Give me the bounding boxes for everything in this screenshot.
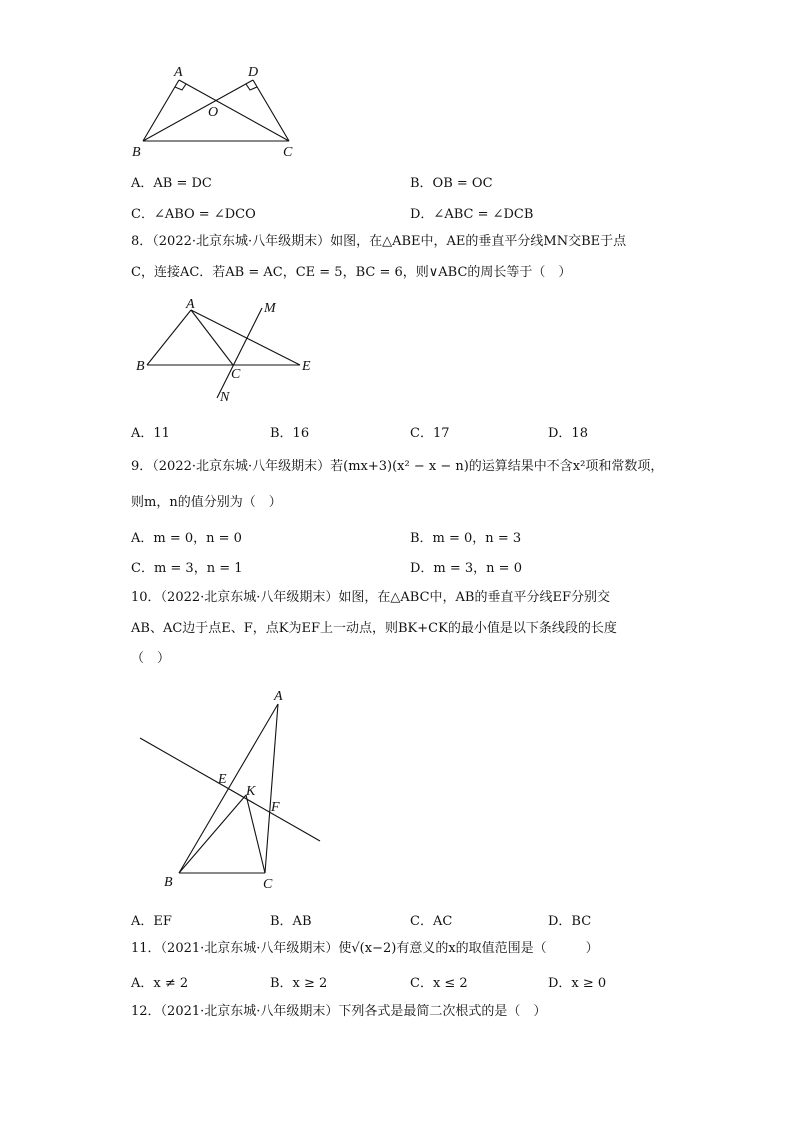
q10-stem-line2: AB、AC边于点E、F，点K为EF上一动点，则BK+CK的最小值是以下条线段的长度 <box>131 621 617 636</box>
label-c: C <box>283 145 293 160</box>
label-d: D <box>248 65 259 80</box>
option-9b[interactable]: B．m = 0，n = 3 <box>410 531 522 546</box>
segment-bd <box>143 80 253 141</box>
figure-q7 <box>120 58 320 168</box>
label-c: C <box>263 877 273 892</box>
label-b: B <box>132 145 141 160</box>
segment-ab <box>147 310 191 365</box>
option-10b[interactable]: B．AB <box>270 914 312 929</box>
label-m: M <box>264 301 276 316</box>
segment-ae <box>191 310 300 365</box>
option-7a[interactable]: A．AB = DC <box>131 176 212 191</box>
option-11a[interactable]: A．x ≠ 2 <box>131 976 189 991</box>
segment-ab <box>143 80 179 141</box>
q10-stem-line1: 10．（2022·北京东城·八年级期末）如图，在△ABC中，AB的垂直平分线EF分别交 <box>131 590 610 605</box>
option-9a[interactable]: A．m = 0，n = 0 <box>131 531 242 546</box>
option-8d[interactable]: D．18 <box>548 426 588 441</box>
segment-ac <box>191 310 233 365</box>
figure-q10 <box>130 680 330 895</box>
label-f: F <box>271 800 280 815</box>
option-7c[interactable]: C．∠ABO = ∠DCO <box>131 207 256 222</box>
q12-stem-line1: 12．（2021·北京东城·八年级期末）下列各式是最简二次根式的是（ ） <box>131 1004 547 1019</box>
label-b: B <box>164 875 173 890</box>
label-e: E <box>218 772 227 787</box>
label-c: C <box>231 367 241 382</box>
figure-q8 <box>130 295 330 410</box>
option-7b[interactable]: B．OB = OC <box>410 176 493 191</box>
option-9d[interactable]: D．m = 3，n = 0 <box>410 561 522 576</box>
option-11c[interactable]: C．x ≤ 2 <box>410 976 468 991</box>
label-a: A <box>274 689 283 704</box>
q9-stem-line2: 则m，n的值分别为（ ） <box>131 495 282 510</box>
option-11d[interactable]: D．x ≥ 0 <box>548 976 607 991</box>
label-o: O <box>208 105 219 120</box>
label-e: E <box>302 359 311 374</box>
option-10c[interactable]: C．AC <box>410 914 453 929</box>
q8-stem-line1: 8．（2022·北京东城·八年级期末）如图，在△ABE中，AE的垂直平分线MN交BE于点 <box>131 234 627 249</box>
segment-ac <box>179 80 289 141</box>
option-7d[interactable]: D．∠ABC = ∠DCB <box>410 207 534 222</box>
q9-stem-line1: 9．（2022·北京东城·八年级期末）若(mx+3)(x² − x − n)的运算结果中不含x²项和常数项， <box>131 459 664 474</box>
label-a: A <box>186 297 195 312</box>
label-a: A <box>174 65 183 80</box>
q10-stem-line3: （ ） <box>131 651 171 666</box>
segment-dc <box>253 80 289 141</box>
option-8b[interactable]: B．16 <box>270 426 310 441</box>
label-k: K <box>246 784 256 799</box>
line-ef <box>140 738 320 841</box>
segment-ac <box>265 704 278 873</box>
option-10a[interactable]: A．EF <box>131 914 172 929</box>
label-n: N <box>220 390 230 405</box>
q11-stem-line1: 11．（2021·北京东城·八年级期末）使√(x−2)有意义的x的取值范围是（ ） <box>131 941 599 956</box>
label-b: B <box>136 359 145 374</box>
option-8c[interactable]: C．17 <box>410 426 450 441</box>
segment-bk <box>179 795 246 873</box>
segment-kc <box>246 795 265 873</box>
option-8a[interactable]: A．11 <box>131 426 170 441</box>
option-10d[interactable]: D．BC <box>548 914 592 929</box>
q8-stem-line2: C，连接AC．若AB = AC，CE = 5，BC = 6，则∨ABC的周长等于（ ） <box>131 265 572 280</box>
option-9c[interactable]: C．m = 3，n = 1 <box>131 561 243 576</box>
option-11b[interactable]: B．x ≥ 2 <box>270 976 328 991</box>
